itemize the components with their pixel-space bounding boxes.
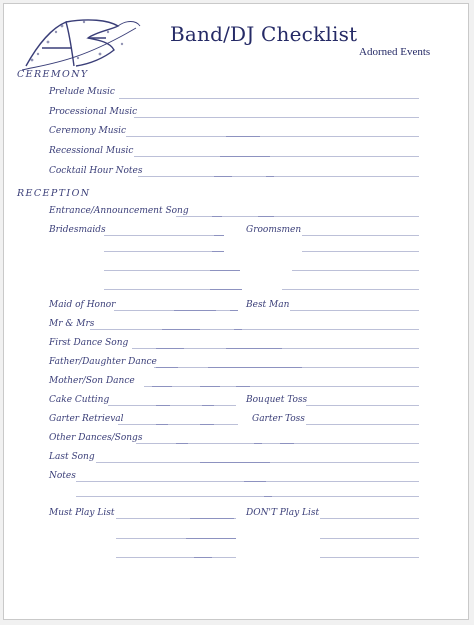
best-man-line[interactable] [290,310,419,311]
must-play-line-3[interactable] [116,557,236,558]
best-man-label: Best Man [246,300,290,310]
cocktail-dash-2 [266,176,274,177]
checklist-sheet [3,3,469,620]
processional-music-label: Processional Music [49,107,138,117]
garter-retrieval-label: Garter Retrieval [49,414,124,424]
groomsmen-label: Groomsmen [246,225,302,235]
cocktail-dash-1 [214,176,232,177]
cake-cutting-label: Cake Cutting [49,395,110,405]
notes-label: Notes [49,471,76,481]
ae-monogram-logo [18,14,148,74]
recessional-music-label: Recessional Music [49,146,134,156]
mother-son-line[interactable] [144,386,419,387]
bouquet-toss-label: Bouquet Toss [246,395,308,405]
dont-play-label: DON'T Play List [246,508,320,518]
cocktail-hour-notes-line[interactable] [138,176,419,177]
garter-retrieval-dash-2 [200,424,214,425]
bridesmaids-label: Bridesmaids [49,225,106,235]
entrance-song-label: Entrance/Announcement Song [49,206,189,216]
dont-play-line-3[interactable] [320,557,419,558]
mother-son-dash-1 [152,386,172,387]
last-song-underline [200,462,270,463]
other-dances-dash-2 [254,443,262,444]
must-play-label: Must Play List [49,508,115,518]
groomsmen-line-3[interactable] [292,270,419,271]
first-dance-label: First Dance Song [49,338,129,348]
mr-mrs-dash-1 [162,329,200,330]
maid-of-honor-dash [230,310,238,311]
must-play-underline [190,518,234,519]
cocktail-hour-notes-label: Cocktail Hour Notes [49,166,143,176]
prelude-music-label: Prelude Music [49,87,115,97]
bridesmaids-dash [214,235,224,236]
dont-play-line-2[interactable] [320,538,419,539]
mother-son-label: Mother/Son Dance [49,376,135,386]
ceremony-music-line[interactable] [126,136,419,137]
maid-of-honor-underline [174,310,216,311]
recessional-music-underline [220,156,270,157]
notes-dash-2 [264,496,272,497]
ceremony-music-underline [226,136,260,137]
other-dances-dash-3 [280,443,294,444]
dont-play-line-1[interactable] [320,518,419,519]
bridesmaids-dash-3 [210,270,240,271]
other-dances-label: Other Dances/Songs [49,433,143,443]
other-dances-dash-1 [176,443,188,444]
mr-mrs-dash-2 [234,329,242,330]
reception-heading: RECEPTION [17,188,91,199]
brand-name: Adorned Events [359,46,431,58]
cake-cutting-line[interactable] [108,405,236,406]
garter-toss-line[interactable] [306,424,419,425]
first-dance-dash-1 [156,348,184,349]
recessional-music-line[interactable] [134,156,419,157]
bridesmaids-line-2[interactable] [104,251,224,252]
bridesmaids-dash-2 [212,251,224,252]
father-daughter-dash-2 [208,367,302,368]
father-daughter-dash-1 [156,367,178,368]
notes-line-2[interactable] [76,496,419,497]
garter-retrieval-dash-1 [156,424,168,425]
groomsmen-line-4[interactable] [282,289,419,290]
entrance-dash-1 [212,216,222,217]
page-title: Band/DJ Checklist [170,22,358,46]
entrance-dash-2 [258,216,274,217]
groomsmen-line-1[interactable] [302,235,419,236]
ceremony-music-label: Ceremony Music [49,126,127,136]
notes-dash-1 [244,481,266,482]
groomsmen-line-2[interactable] [302,251,419,252]
must-play-dash-2 [186,538,236,539]
prelude-music-line[interactable] [119,98,419,99]
ceremony-heading: CEREMONY [17,69,89,80]
first-dance-dash-2 [226,348,282,349]
father-daughter-label: Father/Daughter Dance [49,357,157,367]
processional-music-line[interactable] [134,117,419,118]
bridesmaids-dash-4 [210,289,242,290]
must-play-dash-3 [194,557,212,558]
maid-of-honor-label: Maid of Honor [49,300,116,310]
mother-son-dash-3 [236,386,250,387]
bridesmaids-line-1[interactable] [104,235,214,236]
cake-cutting-dash-2 [202,405,214,406]
garter-toss-label: Garter Toss [252,414,305,424]
garter-retrieval-line[interactable] [118,424,238,425]
mr-mrs-label: Mr & Mrs [49,319,95,329]
mr-mrs-line[interactable] [90,329,419,330]
bouquet-toss-line[interactable] [306,405,419,406]
mother-son-dash-2 [200,386,220,387]
cake-cutting-dash-1 [156,405,170,406]
last-song-label: Last Song [49,452,95,462]
